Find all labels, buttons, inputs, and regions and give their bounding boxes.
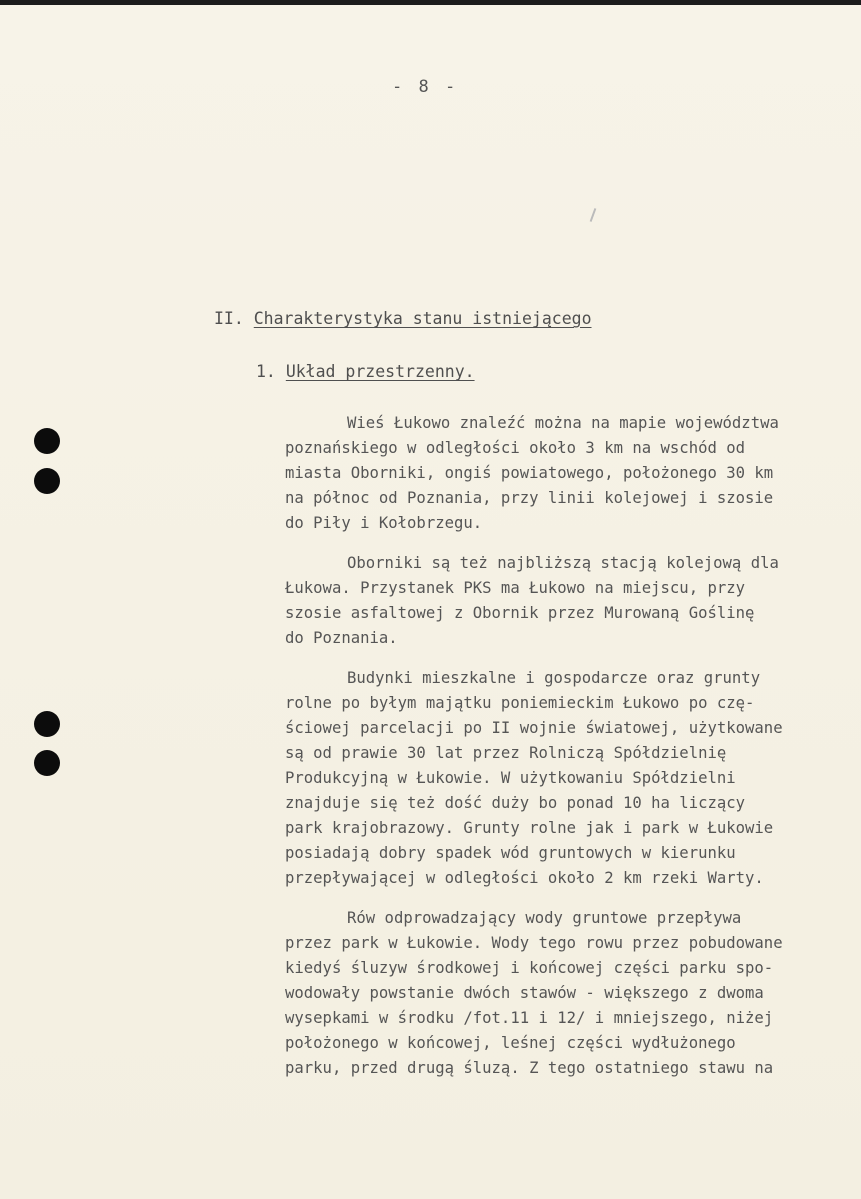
text-line: przepływającej w odległości około 2 km rzeki Warty. xyxy=(285,869,764,887)
text-line: są od prawie 30 lat przez Rolniczą Spółdzielnię xyxy=(285,744,727,762)
text-line: do Poznania. xyxy=(285,629,398,647)
text-line: Łukowa. Przystanek PKS ma Łukowo na miejscu, przy xyxy=(285,579,746,597)
text-line: wodowały powstanie dwóch stawów - większego z dwoma xyxy=(285,984,764,1002)
text-line: miasta Oborniki, ongiś powiatowego, położonego 30 km xyxy=(285,464,774,482)
text-line: posiadają dobry spadek wód gruntowych w kierunku xyxy=(285,844,736,862)
text-line: szosie asfaltowej z Obornik przez Murowaną Goślinę xyxy=(285,604,755,622)
paragraph xyxy=(285,411,845,536)
text-line: Oborniki są też najbliższą stacją kolejową dla xyxy=(347,554,779,572)
paragraph xyxy=(285,906,845,1081)
text-line: kiedyś śluzyw środkowej i końcowej części parku spo- xyxy=(285,959,774,977)
subsection-heading xyxy=(256,362,475,381)
text-line: Rów odprowadzający wody gruntowe przepływa xyxy=(347,909,742,927)
section-title: Charakterystyka stanu istniejącego xyxy=(253,309,592,328)
text-line: położonego w końcowej, leśnej części wydłużonego xyxy=(285,1034,736,1052)
section-heading xyxy=(214,309,592,328)
pen-mark xyxy=(590,208,597,222)
text-line: Wieś Łukowo znaleźć można na mapie województwa xyxy=(347,414,779,432)
text-line: wysepkami w środku /fot.11 i 12/ i mniejszego, niżej xyxy=(285,1009,774,1027)
page-number: - 8 - xyxy=(392,77,459,97)
punch-hole xyxy=(34,750,60,776)
body-text xyxy=(285,411,845,1096)
text-line: Produkcyjną w Łukowie. W użytkowaniu Spółdzielni xyxy=(285,769,736,787)
subsection-number: 1. xyxy=(256,362,276,381)
text-line: poznańskiego w odległości około 3 km na wschód od xyxy=(285,439,746,457)
text-line: Budynki mieszkalne i gospodarcze oraz grunty xyxy=(347,669,761,687)
text-line: do Piły i Kołobrzegu. xyxy=(285,514,483,532)
text-line: rolne po byłym majątku poniemieckim Łukowo po czę- xyxy=(285,694,755,712)
text-line: ściowej parcelacji po II wojnie światowej, użytkowane xyxy=(285,719,783,737)
punch-hole xyxy=(34,468,60,494)
text-line: parku, przed drugą śluzą. Z tego ostatniego stawu na xyxy=(285,1059,774,1077)
text-line: przez park w Łukowie. Wody tego rowu przez pobudowane xyxy=(285,934,783,952)
text-line: na północ od Poznania, przy linii kolejowej i szosie xyxy=(285,489,774,507)
punch-hole xyxy=(34,428,60,454)
section-number: II. xyxy=(214,309,244,328)
paragraph xyxy=(285,666,845,891)
text-line: znajduje się też dość duży bo ponad 10 ha liczący xyxy=(285,794,746,812)
subsection-title: Układ przestrzenny. xyxy=(285,362,475,381)
text-line: park krajobrazowy. Grunty rolne jak i park w Łukowie xyxy=(285,819,774,837)
punch-hole xyxy=(34,711,60,737)
paragraph xyxy=(285,551,845,651)
